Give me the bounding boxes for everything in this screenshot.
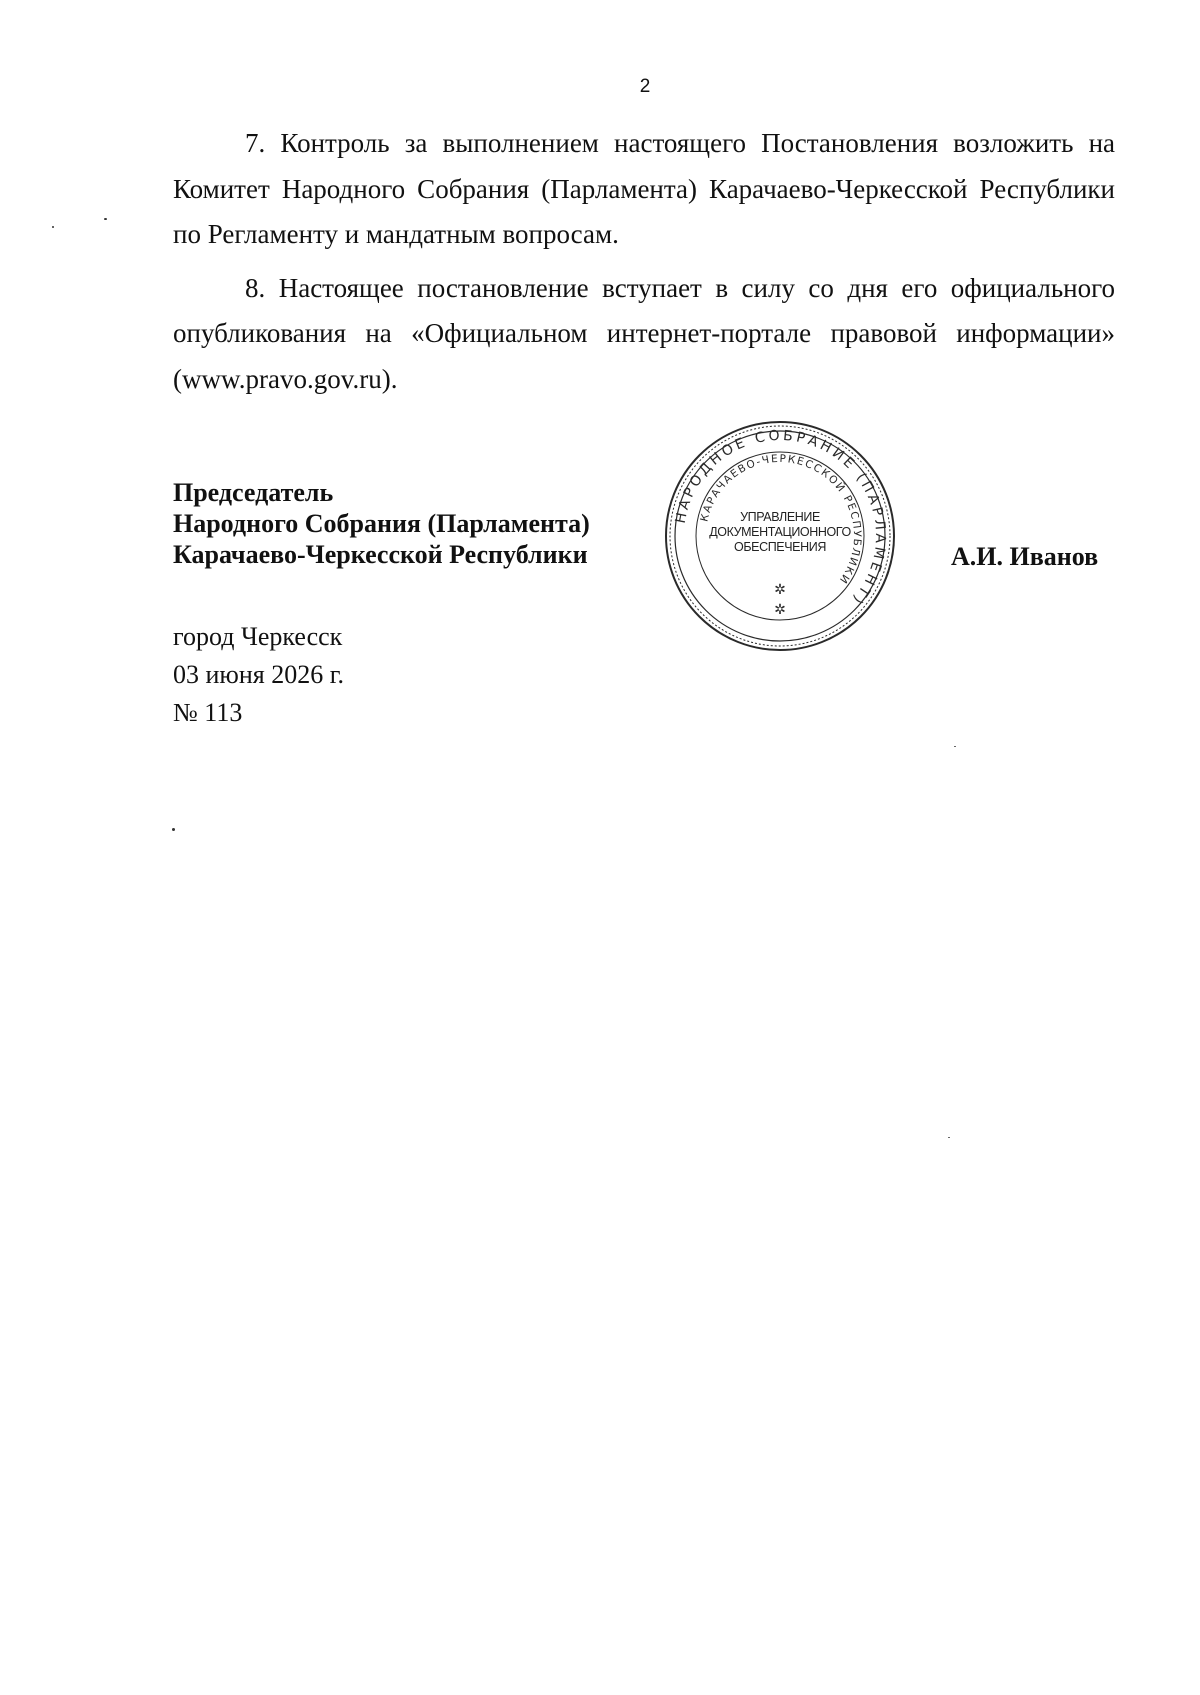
date: 03 июня 2026 г.	[173, 660, 344, 689]
position-line-2: Народного Собрания (Парламента)	[173, 509, 590, 538]
seal-center-line-3: ОБЕСПЕЧЕНИЯ	[734, 540, 826, 554]
position-line-1: Председатель	[173, 478, 334, 507]
city: город Черкесск	[173, 622, 343, 651]
signatory-name: А.И. Иванов	[951, 542, 1099, 571]
seal-inner-text: КАРАЧАЕВО-ЧЕРКЕССКОЙ РЕСПУБЛИКИ	[698, 452, 864, 587]
seal-star-icon-2: ✲	[774, 603, 786, 618]
page-number: 2	[639, 76, 651, 97]
scan-speck	[172, 828, 175, 831]
seal-center-text	[662, 510, 898, 555]
signatory-position	[173, 477, 590, 570]
seal-center-line-2: ДОКУМЕНТАЦИОННОГО	[709, 525, 851, 539]
seal-outer-text: НАРОДНОЕ СОБРАНИЕ (ПАРЛАМЕНТ)	[672, 427, 889, 610]
position-line-3: Карачаево-Черкесской Республики	[173, 540, 588, 569]
seal-center-line-1: УПРАВЛЕНИЕ	[740, 510, 820, 524]
scan-speck	[948, 1137, 950, 1138]
scan-speck	[52, 226, 54, 228]
document-number: № 113	[173, 698, 243, 727]
scan-speck	[954, 746, 956, 747]
official-seal	[662, 418, 898, 654]
document-footer	[173, 618, 344, 732]
paragraph-7: 7. Контроль за выполнением настоящего Постановления возложить на Комитет Народного Собрания (Парламента) Карачаево-Черкесской Республики по Регламенту и мандатным вопросам.	[173, 128, 1115, 249]
seal-star-icon: ✲	[774, 583, 786, 598]
paragraph-8: 8. Настоящее постановление вступает в силу со дня его официального опубликования на «Официальном интернет-портале правовой информации» (www.pravo.gov.ru).	[173, 272, 1115, 394]
document-body	[173, 121, 1115, 410]
scan-speck	[104, 218, 107, 220]
